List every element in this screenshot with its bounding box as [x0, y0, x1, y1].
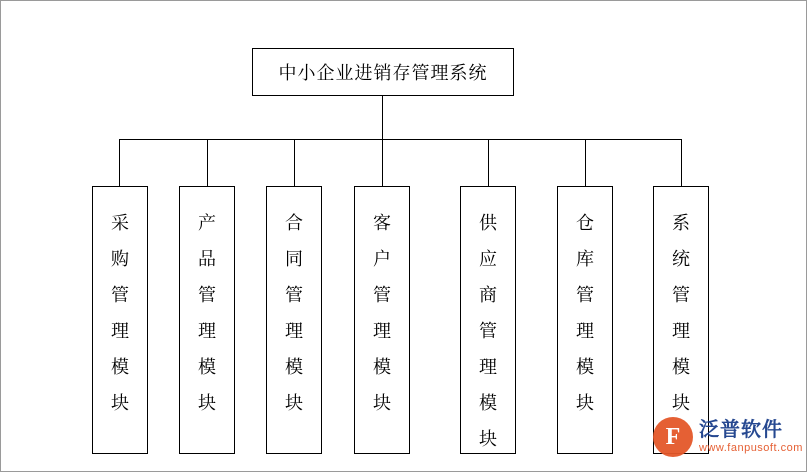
node-char: 理 — [576, 321, 594, 341]
node-char: 库 — [576, 249, 594, 269]
node-contract-management — [266, 186, 322, 454]
watermark-logo — [653, 408, 801, 466]
node-char: 管 — [198, 285, 216, 305]
node-char: 管 — [111, 285, 129, 305]
connector-root-stem — [382, 96, 383, 140]
connector-drop-1 — [119, 139, 120, 186]
connector-drop-7 — [681, 139, 682, 186]
node-char: 管 — [672, 285, 690, 305]
node-char: 商 — [479, 285, 497, 305]
node-char: 理 — [672, 321, 690, 341]
node-char: 户 — [373, 249, 391, 269]
node-char: 理 — [111, 321, 129, 341]
node-char: 模 — [479, 393, 497, 413]
node-char: 管 — [373, 285, 391, 305]
connector-drop-3 — [294, 139, 295, 186]
node-purchase-management — [92, 186, 148, 454]
node-char: 仓 — [576, 213, 594, 233]
node-char: 购 — [111, 249, 129, 269]
connector-drop-5 — [488, 139, 489, 186]
node-char: 客 — [373, 213, 391, 233]
node-char: 模 — [111, 357, 129, 377]
node-char: 统 — [672, 249, 690, 269]
node-char: 模 — [198, 357, 216, 377]
node-char: 系 — [672, 213, 690, 233]
node-char: 模 — [672, 357, 690, 377]
root-node-label: 中小企业进销存管理系统 — [278, 63, 488, 83]
node-char: 管 — [576, 285, 594, 305]
node-char: 同 — [285, 249, 303, 269]
node-char: 理 — [285, 321, 303, 341]
connector-drop-6 — [585, 139, 586, 186]
node-char: 模 — [285, 357, 303, 377]
node-char: 理 — [198, 321, 216, 341]
node-char: 应 — [479, 249, 497, 269]
logo-mark-icon: F — [653, 417, 693, 457]
node-supplier-management — [460, 186, 516, 454]
logo-title: 泛普软件 — [699, 419, 783, 441]
node-char: 块 — [576, 393, 594, 413]
root-node — [252, 48, 514, 96]
logo-url: www.fanpusoft.com — [699, 442, 803, 454]
node-char: 模 — [576, 357, 594, 377]
node-char: 模 — [373, 357, 391, 377]
node-char: 理 — [373, 321, 391, 341]
node-warehouse-management — [557, 186, 613, 454]
connector-horizontal-bus — [119, 139, 681, 140]
node-char: 理 — [479, 357, 497, 377]
node-char: 块 — [111, 393, 129, 413]
node-char: 块 — [285, 393, 303, 413]
connector-drop-2 — [207, 139, 208, 186]
logo-text — [699, 419, 803, 455]
node-char: 块 — [373, 393, 391, 413]
node-char: 采 — [111, 213, 129, 233]
node-char: 合 — [285, 213, 303, 233]
node-char: 供 — [479, 213, 497, 233]
connector-drop-4 — [382, 139, 383, 186]
node-product-management — [179, 186, 235, 454]
node-char: 块 — [198, 393, 216, 413]
node-char: 块 — [672, 393, 690, 413]
node-char: 管 — [479, 321, 497, 341]
node-char: 块 — [479, 429, 497, 449]
node-char: 管 — [285, 285, 303, 305]
node-char: 产 — [198, 213, 216, 233]
node-char: 品 — [198, 249, 216, 269]
node-customer-management — [354, 186, 410, 454]
